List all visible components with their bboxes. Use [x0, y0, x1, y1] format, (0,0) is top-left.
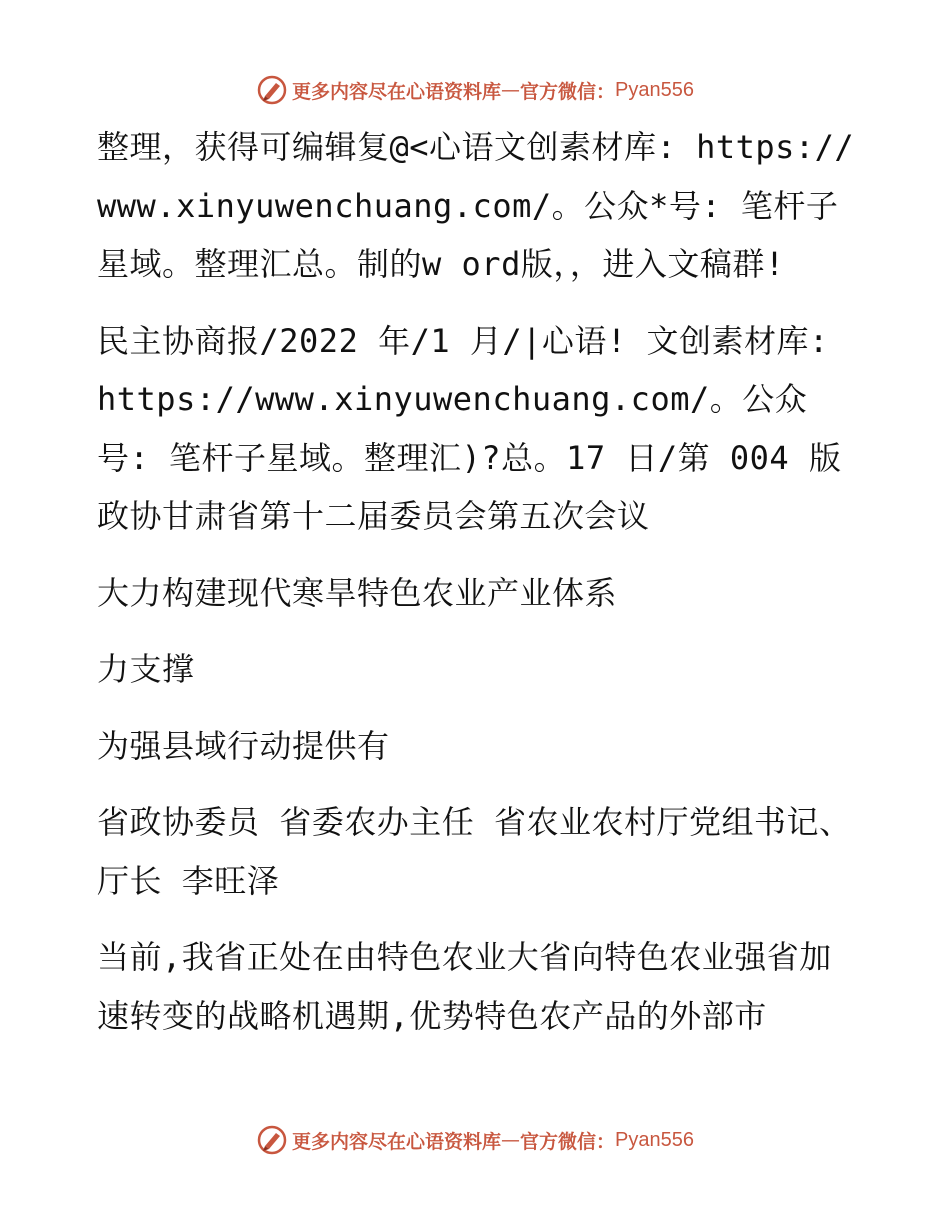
pen-logo-icon [256, 74, 288, 106]
header-banner [0, 70, 950, 110]
paragraph-headline: 大力构建现代寒旱特色农业产业体系 [97, 573, 618, 612]
banner-wechat-id: Pyan556 [615, 1128, 694, 1151]
footer-banner [0, 1120, 950, 1160]
paragraph-author: 省政协委员 省委农办主任 省农业农村厅党组书记、厅长 李旺泽 [97, 803, 852, 900]
document-body [97, 118, 857, 1063]
paragraph-subline-1: 力支撑 [97, 650, 195, 688]
pen-logo-icon [256, 1124, 288, 1156]
banner-wechat-label: 官方微信： [520, 1130, 616, 1153]
banner-wechat-id: Pyan556 [615, 78, 694, 101]
banner-text: 更多内容尽在心语资料库 [292, 1130, 502, 1153]
paragraph-body: 当前,我省正处在由特色农业大省向特色农业强省加速转变的战略机遇期,优势特色农产品的外部市 [97, 938, 832, 1035]
banner-dash: — [501, 79, 521, 101]
paragraph-subline-2: 为强县域行动提供有 [97, 726, 390, 765]
paragraph-source: 民主协商报/2022 年/1 月/|心语! 文创素材库: https://www.xinyuwenchuang.com/。公众号: 笔杆子星域。整理汇)?总。17 日/第 004 版政协甘肃省第十二届委员会第五次会议 [97, 321, 842, 535]
banner-wechat-label: 官方微信： [520, 80, 616, 103]
banner-dash: — [501, 1129, 521, 1151]
banner-text: 更多内容尽在心语资料库 [292, 80, 502, 103]
paragraph-intro: 整理，获得可编辑复@<心语文创素材库: https://www.xinyuwenchuang.com/。公众*号: 笔杆子星域。整理汇总。制的w ord版，，进入文稿群! [97, 128, 855, 283]
